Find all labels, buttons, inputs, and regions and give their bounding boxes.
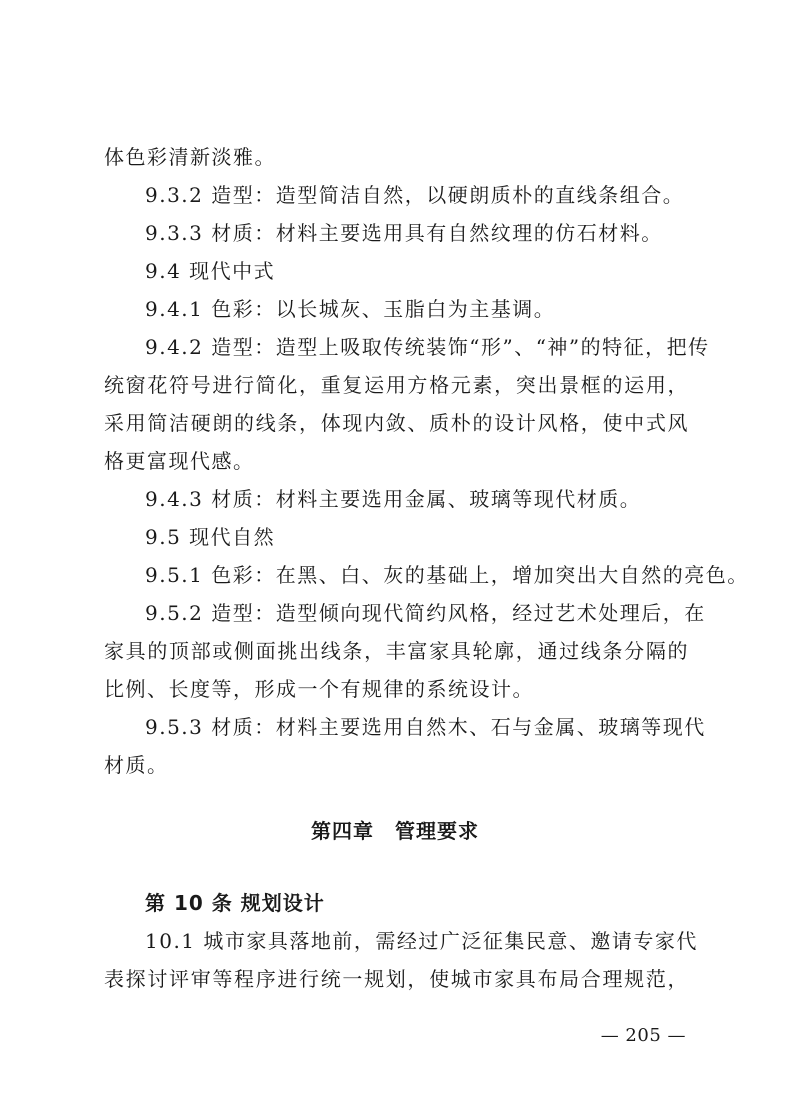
text-line: 9.4.1 色彩：以长城灰、玉脂白为主基调。 — [145, 297, 556, 321]
text-line: 9.5.3 材质：材料主要选用自然木、石与金属、玻璃等现代 — [145, 715, 706, 739]
text-line: 9.5.2 造型：造型倾向现代简约风格，经过艺术处理后，在 — [145, 601, 706, 625]
text-line: 体色彩清新淡雅。 — [104, 145, 276, 169]
text-line: 材质。 — [104, 753, 169, 777]
text-line: 家具的顶部或侧面挑出线条，丰富家具轮廓，通过线条分隔的 — [104, 639, 689, 663]
text-line: 10.1 城市家具落地前，需经过广泛征集民意、邀请专家代 — [145, 929, 698, 953]
text-line: 表探讨评审等程序进行统一规划，使城市家具布局合理规范， — [104, 967, 689, 991]
section-heading: 9.5 现代自然 — [145, 525, 276, 549]
text-line: 统窗花符号进行简化，重复运用方格元素，突出景框的运用， — [104, 373, 689, 397]
text-line: 比例、长度等，形成一个有规律的系统设计。 — [104, 677, 534, 701]
article-title: 第 10 条 规划设计 — [145, 891, 325, 915]
text-line: 9.4.3 材质：材料主要选用金属、玻璃等现代材质。 — [145, 487, 642, 511]
text-line: 格更富现代感。 — [104, 449, 255, 473]
page-number: — 205 — — [600, 1025, 686, 1046]
text-line: 9.3.3 材质：材料主要选用具有自然纹理的仿石材料。 — [145, 221, 663, 245]
text-line: 9.5.1 色彩：在黑、白、灰的基础上，增加突出大自然的亮色。 — [145, 563, 749, 587]
text-line: 采用简洁硬朗的线条，体现内敛、质朴的设计风格，使中式风 — [104, 411, 689, 435]
chapter-title: 第四章 管理要求 — [311, 819, 479, 843]
section-heading: 9.4 现代中式 — [145, 259, 276, 283]
text-line: 9.4.2 造型：造型上吸取传统装饰“形”、“神”的特征，把传 — [145, 335, 710, 359]
text-line: 9.3.2 造型：造型简洁自然，以硬朗质朴的直线条组合。 — [145, 183, 685, 207]
